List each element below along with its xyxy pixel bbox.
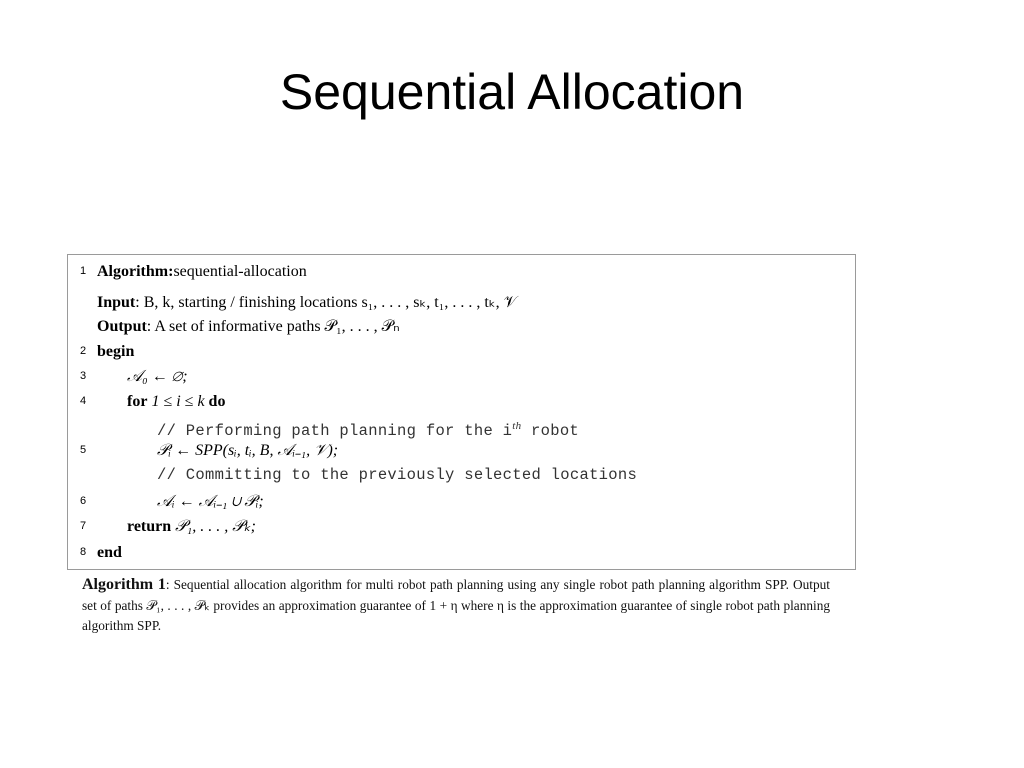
return-value: 𝒫₁, . . . , 𝒫ₖ; — [171, 518, 256, 535]
loop-condition: 1 ≤ i ≤ k — [147, 393, 209, 410]
algorithm-name: sequential-allocation — [173, 263, 307, 280]
output-text: : A set of informative paths 𝒫₁, . . . , 𝒫ₙ — [146, 318, 400, 335]
statement: 𝒫ᵢ ← SPP(sᵢ, tᵢ, B, 𝒜ᵢ₋₁, 𝒱); — [157, 442, 339, 459]
superscript: th — [512, 420, 522, 432]
algorithm-keyword: Algorithm: — [97, 263, 174, 280]
line-number: 2 — [80, 345, 87, 357]
line-number: 4 — [80, 395, 87, 407]
comment: // Performing path planning for the i — [157, 422, 513, 441]
algorithm-caption — [82, 575, 830, 637]
statement: 𝒜ᵢ ← 𝒜ᵢ₋₁ ∪ 𝒫ᵢ; — [157, 493, 264, 510]
return-keyword: return — [127, 518, 172, 535]
comment: // Committing to the previously selected locations — [157, 466, 638, 484]
algorithm-box — [67, 254, 856, 570]
input-keyword: Input — [97, 294, 136, 311]
line-number: 1 — [80, 265, 87, 277]
output-keyword: Output — [97, 318, 147, 335]
end-keyword: end — [97, 544, 122, 561]
begin-keyword: begin — [97, 343, 135, 360]
line-number: 7 — [80, 520, 87, 532]
line-number: 5 — [80, 444, 87, 456]
input-text: : B, k, starting / finishing locations s₁, . . . , sₖ, t₁, . . . , tₖ, 𝒱 — [135, 294, 517, 311]
statement: 𝒜₀ ← ∅; — [127, 368, 188, 385]
for-keyword: for — [127, 393, 148, 410]
caption-label: Algorithm 1 — [82, 576, 166, 593]
line-number: 6 — [80, 495, 87, 507]
line-number: 3 — [80, 370, 87, 382]
slide-title: Sequential Allocation — [279, 64, 745, 120]
do-keyword: do — [208, 393, 226, 410]
caption-text: : Sequential allocation algorithm for multi robot path planning using any single robot path planning algorithm SPP. Output set of paths 𝒫₁, . . . , 𝒫ₖ provides an approximation guarantee of 1 + η where η is the approximation guarantee of single robot path planning algorithm SPP. — [82, 577, 830, 633]
comment-end: robot — [521, 422, 580, 441]
line-number: 8 — [80, 546, 87, 558]
